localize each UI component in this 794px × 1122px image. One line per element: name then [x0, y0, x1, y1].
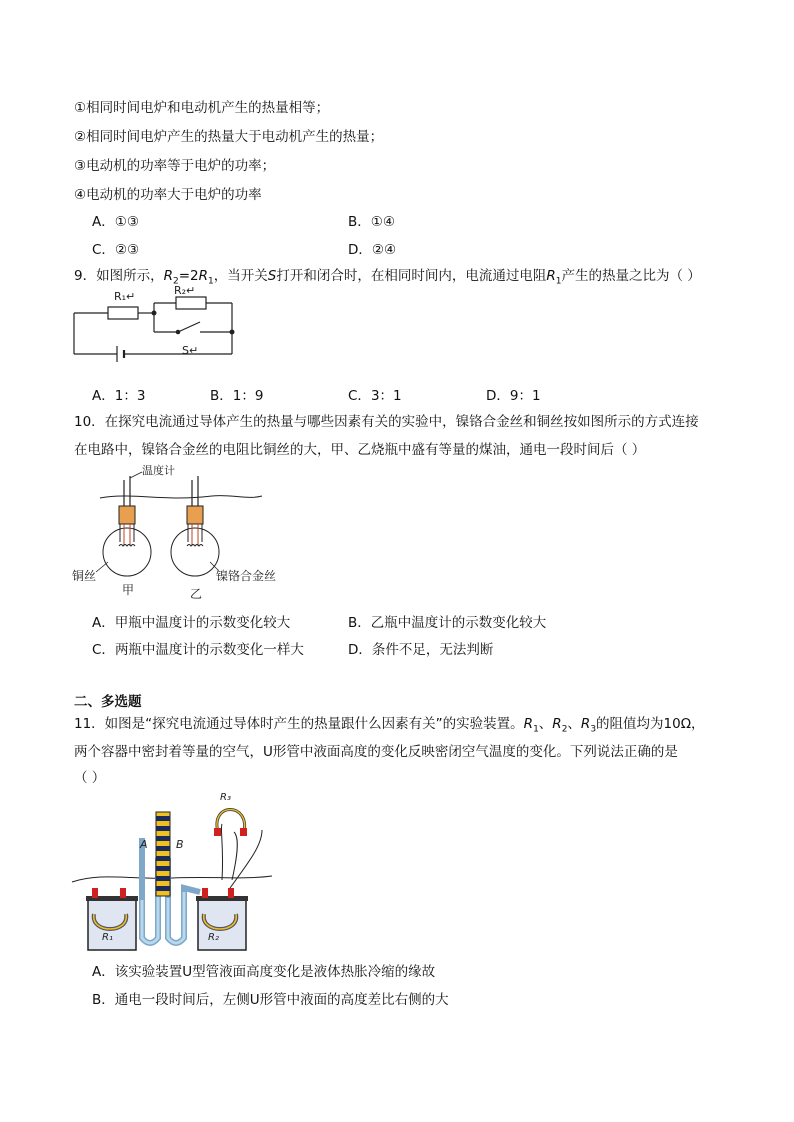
measuring-scale	[156, 812, 170, 896]
q8-statement-3: ③电动机的功率等于电炉的功率；	[74, 158, 276, 174]
label-nichrome: 镍铬合金丝	[216, 569, 277, 583]
option-text: 通电一段时间后，左侧U形管中液面的高度差比右侧的大	[114, 992, 449, 1008]
stem-text: 的阻值均为10Ω，	[596, 716, 705, 732]
label-a: A	[140, 838, 148, 851]
option-letter: A．	[92, 964, 115, 980]
option-text: ②④	[371, 242, 397, 258]
q9-option-b[interactable]	[210, 384, 263, 404]
q9-circuit-diagram	[72, 284, 242, 360]
option-letter: B．	[348, 214, 371, 230]
subscript: 1	[533, 724, 539, 735]
q10-stem-line1: 10．在探究电流通过导体产生的热量与哪些因素有关的实验中，镍铬合金丝和铜丝按如图所示的方式连接	[74, 414, 699, 430]
label-yi: 乙	[190, 587, 203, 601]
option-letter: B．	[92, 992, 115, 1008]
option-letter: D．	[348, 242, 372, 258]
option-text: ②③	[114, 242, 140, 258]
q9-option-d[interactable]	[486, 384, 541, 404]
q8-option-c[interactable]	[92, 238, 139, 258]
var-s: S	[267, 268, 277, 284]
q9-option-c[interactable]	[348, 384, 402, 404]
label-jia: 甲	[122, 583, 135, 597]
option-text: 9：1	[509, 388, 541, 404]
u-tube-right	[168, 858, 200, 943]
stem-text: ，当开关	[213, 268, 268, 284]
option-text: ①④	[370, 214, 395, 230]
label-s: S↵	[182, 344, 199, 357]
var-r: R	[552, 716, 562, 732]
option-text: 两瓶中温度计的示数变化一样大	[114, 642, 304, 658]
subscript: 1	[555, 276, 562, 287]
label-copper: 铜丝	[72, 569, 97, 583]
option-letter: A．	[92, 214, 115, 230]
var-r: R	[163, 268, 173, 284]
q8-option-a[interactable]	[92, 210, 139, 230]
flask-jia	[96, 476, 151, 576]
q8-statement-1: ①相同时间电炉和电动机产生的热量相等；	[74, 100, 330, 116]
label-r1: R₁↵	[114, 290, 136, 303]
subscript: 2	[172, 276, 179, 287]
q11-stem-line2: 两个容器中密封着等量的空气，U形管中液面高度的变化反映密闭空气温度的变化。下列说法正确的是	[74, 744, 678, 760]
resistor-r3	[214, 810, 247, 837]
subscript: 2	[561, 724, 568, 735]
q8-statement-2: ②相同时间电炉产生的热量大于电动机产生的热量；	[74, 129, 384, 145]
option-letter: C．	[92, 242, 115, 258]
var-r: R	[546, 268, 556, 284]
option-text: 乙瓶中温度计的示数变化较大	[370, 615, 547, 631]
resistor-r1	[108, 307, 138, 319]
option-letter: B．	[210, 388, 233, 404]
option-letter: A．	[92, 388, 115, 404]
var-r: R	[523, 716, 534, 732]
q11-apparatus-diagram	[72, 788, 352, 952]
stem-text: 产生的热量之比为（ ）	[561, 268, 701, 284]
option-text: 甲瓶中温度计的示数变化较大	[114, 615, 291, 631]
option-text: ①③	[114, 214, 139, 230]
stem-text: 、	[567, 716, 581, 732]
stem-text: 11．如图是“探究电流通过导体时产生的热量跟什么因素有关”的实验装置。	[74, 716, 524, 732]
label-r3: R₃	[220, 792, 231, 803]
subscript: 3	[590, 724, 597, 735]
q11-option-b[interactable]	[92, 988, 449, 1008]
q11-stem-line1	[74, 712, 705, 735]
label-thermometer: 温度计	[142, 464, 175, 477]
q9-option-a[interactable]	[92, 384, 145, 404]
var-r: R	[580, 716, 591, 732]
option-text: 该实验装置U型管液面高度变化是液体热胀冷缩的缘故	[114, 964, 436, 980]
label-r2: R₂	[208, 932, 219, 943]
option-text: 3：1	[370, 388, 402, 404]
q10-option-a[interactable]	[92, 611, 290, 631]
option-letter: D．	[348, 642, 372, 658]
label-b: B	[176, 838, 184, 851]
q8-option-d[interactable]	[348, 238, 396, 258]
option-letter: C．	[92, 642, 115, 658]
option-letter: A．	[92, 615, 115, 631]
question-number: 9．	[74, 268, 97, 284]
stem-text: 如图所示，	[96, 268, 164, 284]
stem-text: =2	[178, 268, 199, 284]
q10-option-d[interactable]	[348, 638, 493, 658]
option-letter: D．	[486, 388, 510, 404]
q10-option-b[interactable]	[348, 611, 546, 631]
container-right	[196, 888, 248, 950]
section-heading: 二、多选题	[74, 694, 142, 710]
q10-stem-line2: 在电路中，镍铬合金丝的电阻比铜丝的大，甲、乙烧瓶中盛有等量的煤油，通电一段时间后（ ）	[74, 442, 646, 458]
option-text: 1：9	[232, 388, 264, 404]
option-letter: C．	[348, 388, 371, 404]
label-r2: R₂↵	[174, 284, 196, 297]
option-letter: B．	[348, 615, 371, 631]
q10-option-c[interactable]	[92, 638, 304, 658]
subscript: 1	[208, 276, 214, 287]
q8-option-b[interactable]	[348, 210, 395, 230]
option-text: 1：3	[114, 388, 146, 404]
option-text: 条件不足，无法判断	[371, 642, 494, 658]
q8-statement-4: ④电动机的功率大于电炉的功率	[74, 187, 262, 203]
q11-stem-line3: （ ）	[74, 770, 106, 786]
label-r1: R₁	[102, 932, 113, 943]
stem-text: 、	[538, 716, 553, 732]
resistor-r2	[176, 297, 206, 309]
q11-option-a[interactable]	[92, 960, 435, 980]
stem-text: 打开和闭合时，在相同时间内，电流通过电阻	[276, 268, 547, 284]
flask-yi	[171, 476, 219, 576]
q10-flask-diagram	[72, 462, 292, 600]
var-r: R	[198, 268, 209, 284]
